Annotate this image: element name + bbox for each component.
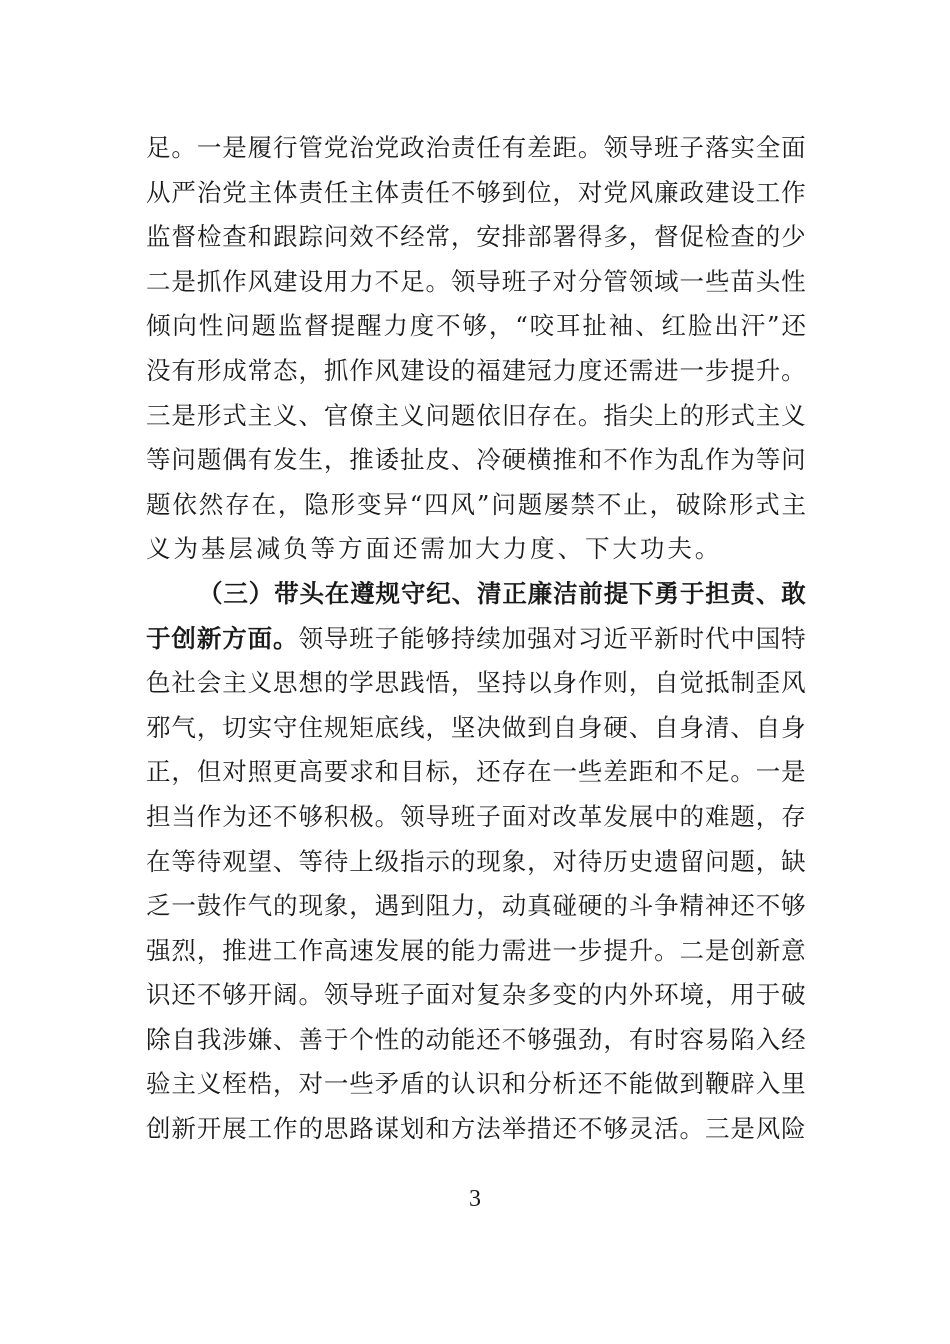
text-line: 除 自 我 涉 嫌 、 善 于 个 性 的 动 能 还 不 够 强 劲 ， 有 时 容 易 陷 入 经 (146, 1024, 806, 1054)
text-line: 在 等 待 观 望 、 等 待 上 级 指 示 的 现 象 ， 对 待 历 史 遗 留 问 题 ， 缺 (146, 846, 806, 876)
text-line: 担 当 作 为 还 不 够 积 极 。 领 导 班 子 面 对 改 革 发 展 中 的 难 题 ， 存 (146, 801, 806, 831)
text-line: 从 严 治 党 主 体 责 任 主 体 责 任 不 够 到 位 ， 对 党 风 廉 政 建 设 工 作 (146, 177, 806, 207)
text-line: 色 社 会 主 义 思 想 的 学 思 践 悟 ， 坚 持 以 身 作 则 ， 自 觉 抵 制 歪 风 (146, 668, 806, 698)
text-line: 题 依 然 存 在 ， 隐 形 变 异 “ 四 风 ” 问 题 屡 禁 不 止 ， 破 除 形 式 主 (146, 489, 806, 519)
text-line: 义为基层减负等方面还需加大力度、下大功夫。 (146, 534, 723, 564)
text-line: 倾 向 性 问 题 监 督 提 醒 力 度 不 够 ， “ 咬 耳 扯 袖 、 红 脸 出 汗 ” 还 (146, 311, 806, 341)
text-line: 正 ， 但 对 照 更 高 要 求 和 目 标 ， 还 存 在 一 些 差 距 和 不 足 。 一 是 (146, 757, 806, 787)
page-number: 3 (469, 1186, 481, 1212)
section-heading-line: （ 三 ） 带 头 在 遵 规 守 纪 、 清 正 廉 洁 前 提 下 勇 于 担 责 、 敢 (198, 578, 806, 608)
text-line: 验 主 义 桎 梏 ， 对 一 些 矛 盾 的 认 识 和 分 析 还 不 能 做 到 鞭 辟 入 里 (146, 1069, 806, 1099)
text-line: 等 问 题 偶 有 发 生 ， 推 诿 扯 皮 、 冷 硬 横 推 和 不 作 为 乱 作 为 等 问 (146, 445, 806, 475)
section-heading-line: 于 创 新 方 面 。 领 导 班 子 能 够 持 续 加 强 对 习 近 平 新 时 代 中 国 特 (146, 623, 806, 653)
text-line: 识 还 不 够 开 阔 。 领 导 班 子 面 对 复 杂 多 变 的 内 外 环 境 ， 用 于 破 (146, 980, 806, 1010)
text-line: 创 新 开 展 工 作 的 思 路 谋 划 和 方 法 举 措 还 不 够 灵 活 。 三 是 风 险 (146, 1114, 806, 1144)
text-line: 邪 气 ， 切 实 守 住 规 矩 底 线 ， 坚 决 做 到 自 身 硬 、 自 身 清 、 自 身 (146, 712, 806, 742)
text-line: 三 是 形 式 主 义 、 官 僚 主 义 问 题 依 旧 存 在 。 指 尖 上 的 形 式 主 义 (146, 400, 806, 430)
text-line: 足 。 一 是 履 行 管 党 治 党 政 治 责 任 有 差 距 。 领 导 班 子 落 实 全 面 (146, 133, 806, 162)
text-line: 没 有 形 成 常 态 ， 抓 作 风 建 设 的 福 建 冠 力 度 还 需 进 一 步 提 升 。 (146, 355, 806, 385)
text-line: 乏 一 鼓 作 气 的 现 象 ， 遇 到 阻 力 ， 动 真 碰 硬 的 斗 争 精 神 还 不 够 (146, 891, 806, 921)
text-line: 强 烈 ， 推 进 工 作 高 速 发 展 的 能 力 需 进 一 步 提 升 。 二 是 创 新 意 (146, 935, 806, 965)
text-line: 二 是 抓 作 风 建 设 用 力 不 足 。 领 导 班 子 对 分 管 领 域 一 些 苗 头 性 (146, 266, 806, 296)
body-text (146, 126, 806, 1152)
text-line: 监 督 检 查 和 跟 踪 问 效 不 经 常 ， 安 排 部 署 得 多 ， 督 促 检 查 的 少 (146, 222, 806, 252)
